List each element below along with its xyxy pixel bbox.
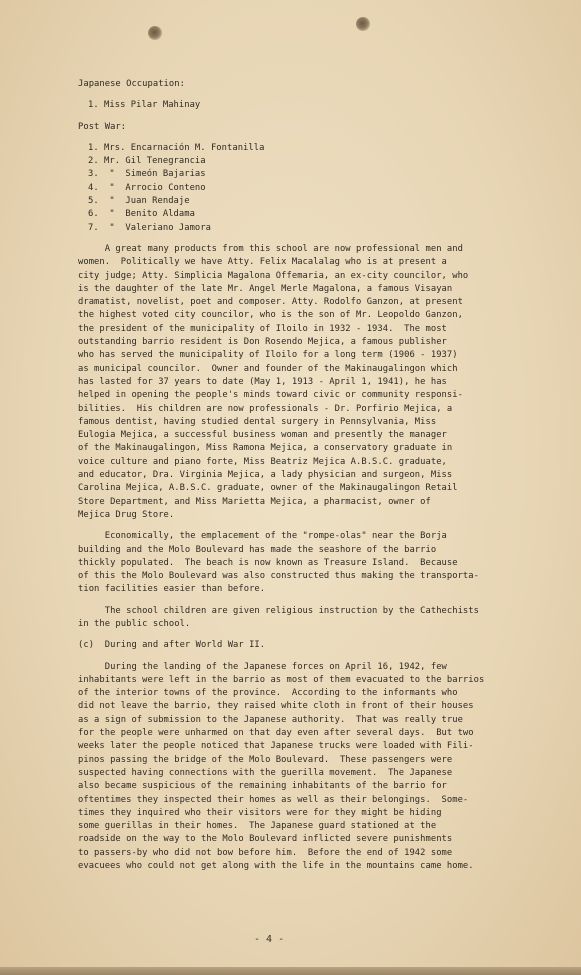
list-item: 3. " Simeón Bajarias xyxy=(88,169,206,180)
text-line: oftentimes they inspected their homes as well as their belongings. Some- xyxy=(78,794,469,805)
text-line: did not leave the barrio, they raised white cloth in front of their houses xyxy=(78,701,474,712)
list-item: 1. Mrs. Encarnación M. Fontanilla xyxy=(88,142,265,153)
text-line: of this the Molo Boulevard was also constructed thus making the transporta- xyxy=(78,571,479,582)
text-line: to passers-by who did not bow before him. Before the end of 1942 some xyxy=(78,847,453,858)
punch-hole-left xyxy=(148,26,162,40)
paragraph-economy xyxy=(78,530,508,596)
page-number: - 4 - xyxy=(254,934,285,945)
text-line: suspected having connections with the guerilla movement. The Japanese xyxy=(78,767,453,778)
punch-hole-right xyxy=(356,17,370,31)
text-line: as a sign of submission to the Japanese authority. That was really true xyxy=(78,714,463,725)
text-line: bilities. His children are now professionals - Dr. Porfirio Mejica, a xyxy=(78,403,453,414)
text-line: Store Department, and Miss Marietta Mejica, a pharmacist, owner of xyxy=(78,496,431,507)
heading-japanese-occupation: Japanese Occupation: xyxy=(78,79,185,89)
text-line: dramatist, novelist, poet and composer. Atty. Rodolfo Ganzon, at present xyxy=(78,297,463,308)
text-line: of the interior towns of the province. According to the informants who xyxy=(78,688,458,699)
text-line: helped in opening the people's minds toward civic or community responsi- xyxy=(78,390,463,401)
text-line: some guerillas in their homes. The Japanese guard stationed at the xyxy=(78,821,437,832)
text-line: tion facilities easier than before. xyxy=(78,584,266,595)
text-line: pinos passing the bridge of the Molo Boulevard. These passengers were xyxy=(78,754,453,765)
paragraph-war xyxy=(78,661,508,874)
text-line: roadside on the way to the Molo Boulevard inflicted severe punishments xyxy=(78,834,453,845)
text-line: voice culture and piano forte, Miss Beatriz Mejica A.B.S.C. graduate, xyxy=(78,456,447,467)
text-line: Eulogia Mejica, a successful business woman and presently the manager xyxy=(78,430,447,441)
text-line: Mejica Drug Store. xyxy=(78,509,175,520)
text-line: as municipal councilor. Owner and founder of the Makinaugalingon which xyxy=(78,363,458,374)
text-line: also became suspicious of the remaining inhabitants of the barrio for xyxy=(78,781,447,792)
text-line: During the landing of the Japanese forces on April 16, 1942, few xyxy=(78,661,447,672)
typed-text xyxy=(78,78,508,873)
list-item: 5. " Juan Rendaje xyxy=(88,196,190,207)
post-war-list xyxy=(78,142,508,235)
text-line: the president of the municipality of Iloilo in 1932 - 1934. The most xyxy=(78,323,447,334)
text-line: times they inquired who their visitors were for they might be hiding xyxy=(78,807,442,818)
text-line: who has served the municipality of Iloilo for a long term (1906 - 1937) xyxy=(78,350,458,361)
text-line: famous dentist, having studied dental surgery in Pennsylvania, Miss xyxy=(78,416,437,427)
text-line: building and the Molo Boulevard has made the seashore of the barrio xyxy=(78,544,437,555)
japanese-occupation-list xyxy=(78,99,508,112)
list-item: 2. Mr. Gil Tenegrancia xyxy=(88,156,206,167)
text-line: evacuees who could not get along with the life in the mountains came home. xyxy=(78,861,474,872)
text-line: A great many products from this school are now professional men and xyxy=(78,243,463,254)
text-line: the highest voted city councilor, who is the son of Mr. Leopoldo Ganzon, xyxy=(78,310,463,321)
list-item: 4. " Arrocio Conteno xyxy=(88,182,206,193)
text-line: city judge; Atty. Simplicia Magalona Offemaria, an ex-city councilor, who xyxy=(78,270,469,281)
page-bottom-edge xyxy=(0,967,581,975)
text-line: Carolina Mejica, A.B.S.C. graduate, owner of the Makinaugalingon Retail xyxy=(78,483,458,494)
text-line: The school children are given religious instruction by the Cathechists xyxy=(78,605,479,616)
text-line: women. Politically we have Atty. Felix Macalalag who is at present a xyxy=(78,257,447,268)
text-line: has lasted for 37 years to date (May 1, 1913 - April 1, 1941), he has xyxy=(78,376,447,387)
paragraph-alumni xyxy=(78,243,508,522)
paragraph-religion xyxy=(78,605,508,632)
heading-post-war: Post War: xyxy=(78,121,127,132)
text-line: and educator, Dra. Virginia Mejica, a lady physician and surgeon, Miss xyxy=(78,470,453,481)
text-line: outstanding barrio resident is Don Rosendo Mejica, a famous publisher xyxy=(78,337,447,348)
text-line: is the daughter of the late Mr. Angel Merle Magalona, a famous Visayan xyxy=(78,283,453,294)
text-line: for the people were unharmed on that day even after several days. But two xyxy=(78,728,474,739)
list-item: 1. Miss Pilar Mahinay xyxy=(88,100,201,111)
list-item: 6. " Benito Aldama xyxy=(88,209,195,220)
text-line: of the Makinaugalingon, Miss Ramona Mejica, a conservatory graduate in xyxy=(78,443,453,454)
text-line: weeks later the people noticed that Japanese trucks were loaded with Fili- xyxy=(78,741,474,752)
list-item: 7. " Valeriano Jamora xyxy=(88,222,211,233)
text-line: inhabitants were left in the barrio as most of them evacuated to the barrios xyxy=(78,674,485,685)
text-line: Economically, the emplacement of the "rompe-olas" near the Borja xyxy=(78,531,447,542)
text-line: thickly populated. The beach is now known as Treasure Island. Because xyxy=(78,557,458,568)
section-c-heading: (c) During and after World War II. xyxy=(78,640,266,651)
text-line: in the public school. xyxy=(78,618,191,629)
